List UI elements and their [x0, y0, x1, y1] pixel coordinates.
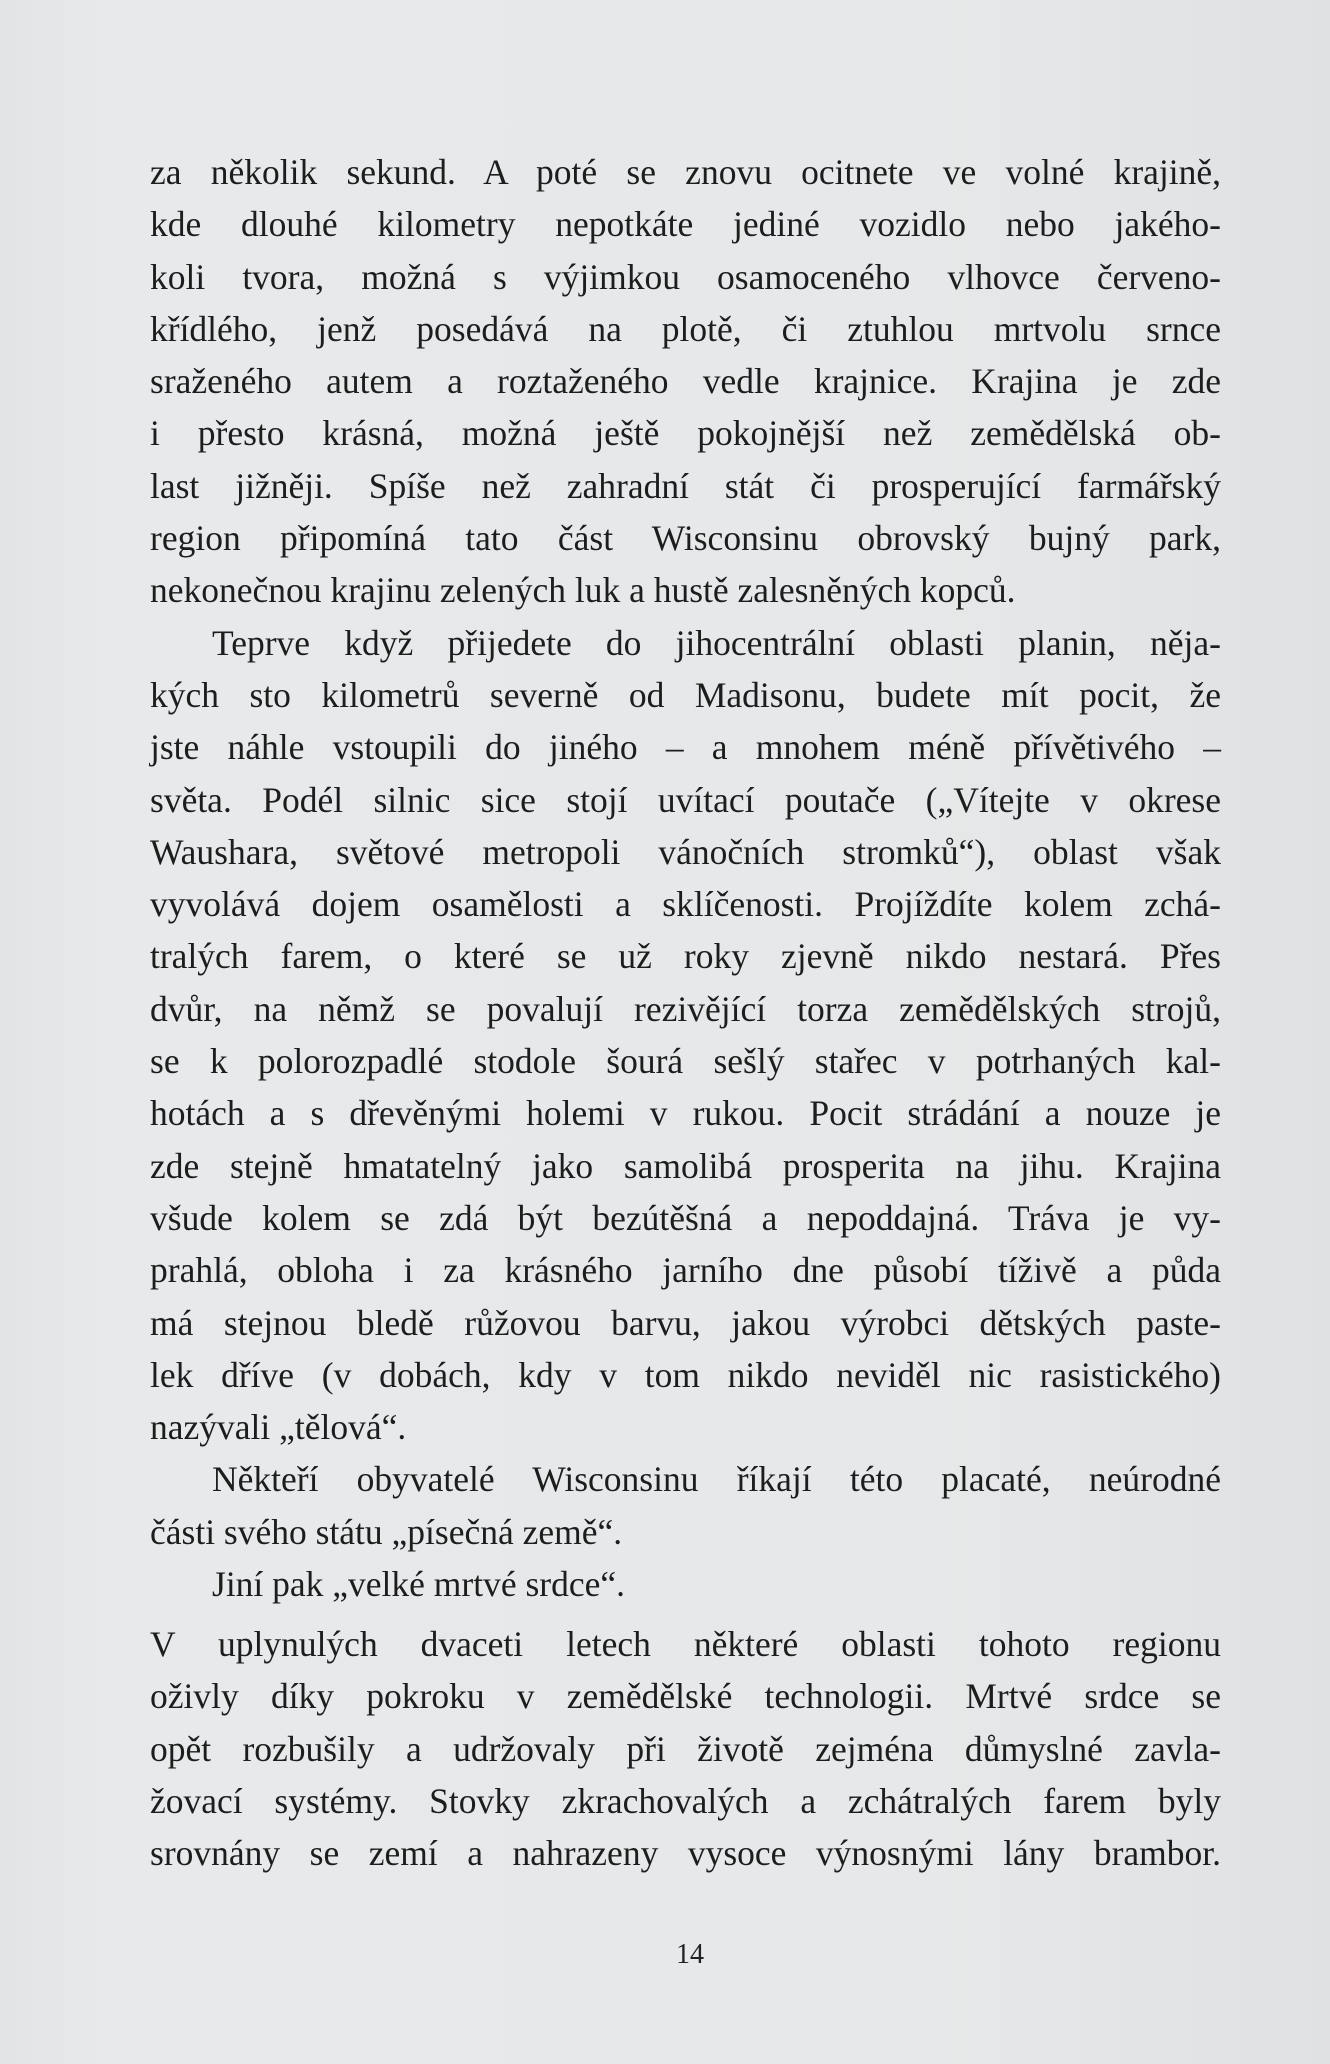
- text-line: všude kolem se zdá být bezútěšná a nepoddajná. Tráva je vy-: [150, 1197, 1221, 1238]
- text-line: i přesto krásná, možná ještě pokojnější než zemědělská ob-: [150, 413, 1221, 454]
- text-line: části svého státu „písečná země“.: [150, 1511, 623, 1552]
- text-line: Někteří obyvatelé Wisconsinu říkají této placaté, neúrodné: [212, 1459, 1221, 1500]
- text-line: kde dlouhé kilometry nepotkáte jediné vozidlo nebo jakého-: [150, 204, 1221, 245]
- text-line: V uplynulých dvaceti letech některé oblasti tohoto regionu: [150, 1624, 1221, 1664]
- text-line: koli tvora, možná s výjimkou osamoceného vlhovce červeno-: [150, 256, 1221, 297]
- page-number: 14: [676, 1939, 704, 1970]
- text-line: Waushara, světové metropoli vánočních stromků“), oblast však: [150, 831, 1221, 872]
- text-line: se k polorozpadlé stodole šourá sešlý stařec v potrhaných kal-: [150, 1041, 1221, 1082]
- text-line: sraženého autem a roztaženého vedle krajnice. Krajina je zde: [150, 361, 1221, 402]
- text-line: má stejnou bledě růžovou barvu, jakou výrobci dětských paste-: [150, 1302, 1221, 1343]
- text-line: opět rozbušily a udržovaly při životě zejména důmyslné zavla-: [150, 1728, 1221, 1769]
- text-line: srovnány se zemí a nahrazeny vysoce výnosnými lány brambor.: [150, 1833, 1221, 1874]
- text-line: Teprve když přijedete do jihocentrální oblasti planin, něja-: [212, 622, 1221, 663]
- text-line: hotách a s dřevěnými holemi v rukou. Pocit strádání a nouze je: [150, 1093, 1221, 1134]
- text-line: zde stejně hmatatelný jako samolibá prosperita na jihu. Krajina: [150, 1145, 1221, 1186]
- text-line: za několik sekund. A poté se znovu ocitnete ve volné krajině,: [150, 152, 1221, 192]
- text-line: nekonečnou krajinu zelených luk a hustě zalesněných kopců.: [150, 570, 1016, 611]
- text-line: Jiní pak „velké mrtvé srdce“.: [212, 1564, 626, 1605]
- text-line: vyvolává dojem osamělosti a sklíčenosti. Projíždíte kolem zchá-: [150, 884, 1221, 925]
- text-line: dvůr, na němž se povalují rezivějící torza zemědělských strojů,: [150, 988, 1221, 1029]
- text-line: last jižněji. Spíše než zahradní stát či prosperující farmářský: [150, 465, 1221, 506]
- text-line: žovací systémy. Stovky zkrachovalých a zchátralých farem byly: [150, 1780, 1221, 1821]
- text-line: tralých farem, o které se už roky zjevně nikdo nestará. Přes: [150, 936, 1221, 977]
- section-text: [150, 1618, 1221, 1879]
- text-line: prahlá, obloha i za krásného jarního dne působí tíživě a půda: [150, 1250, 1221, 1291]
- text-line: jste náhle vstoupili do jiného – a mnohem méně přívětivého –: [150, 727, 1221, 768]
- text-line: lek dříve (v dobách, kdy v tom nikdo neviděl nic rasistického): [150, 1354, 1221, 1395]
- text-line: region připomíná tato část Wisconsinu obrovský bujný park,: [150, 518, 1221, 559]
- text-line: křídlého, jenž posedává na plotě, či ztuhlou mrtvolu srnce: [150, 308, 1221, 349]
- text-line: světa. Podél silnic sice stojí uvítací poutače („Vítejte v okrese: [150, 779, 1221, 820]
- text-line: nazývali „tělová“.: [150, 1407, 407, 1448]
- text-line: kých sto kilometrů severně od Madisonu, budete mít pocit, že: [150, 674, 1221, 715]
- body-text: [150, 146, 1221, 1610]
- text-line: oživly díky pokroku v zemědělské technologii. Mrtvé srdce se: [150, 1676, 1221, 1717]
